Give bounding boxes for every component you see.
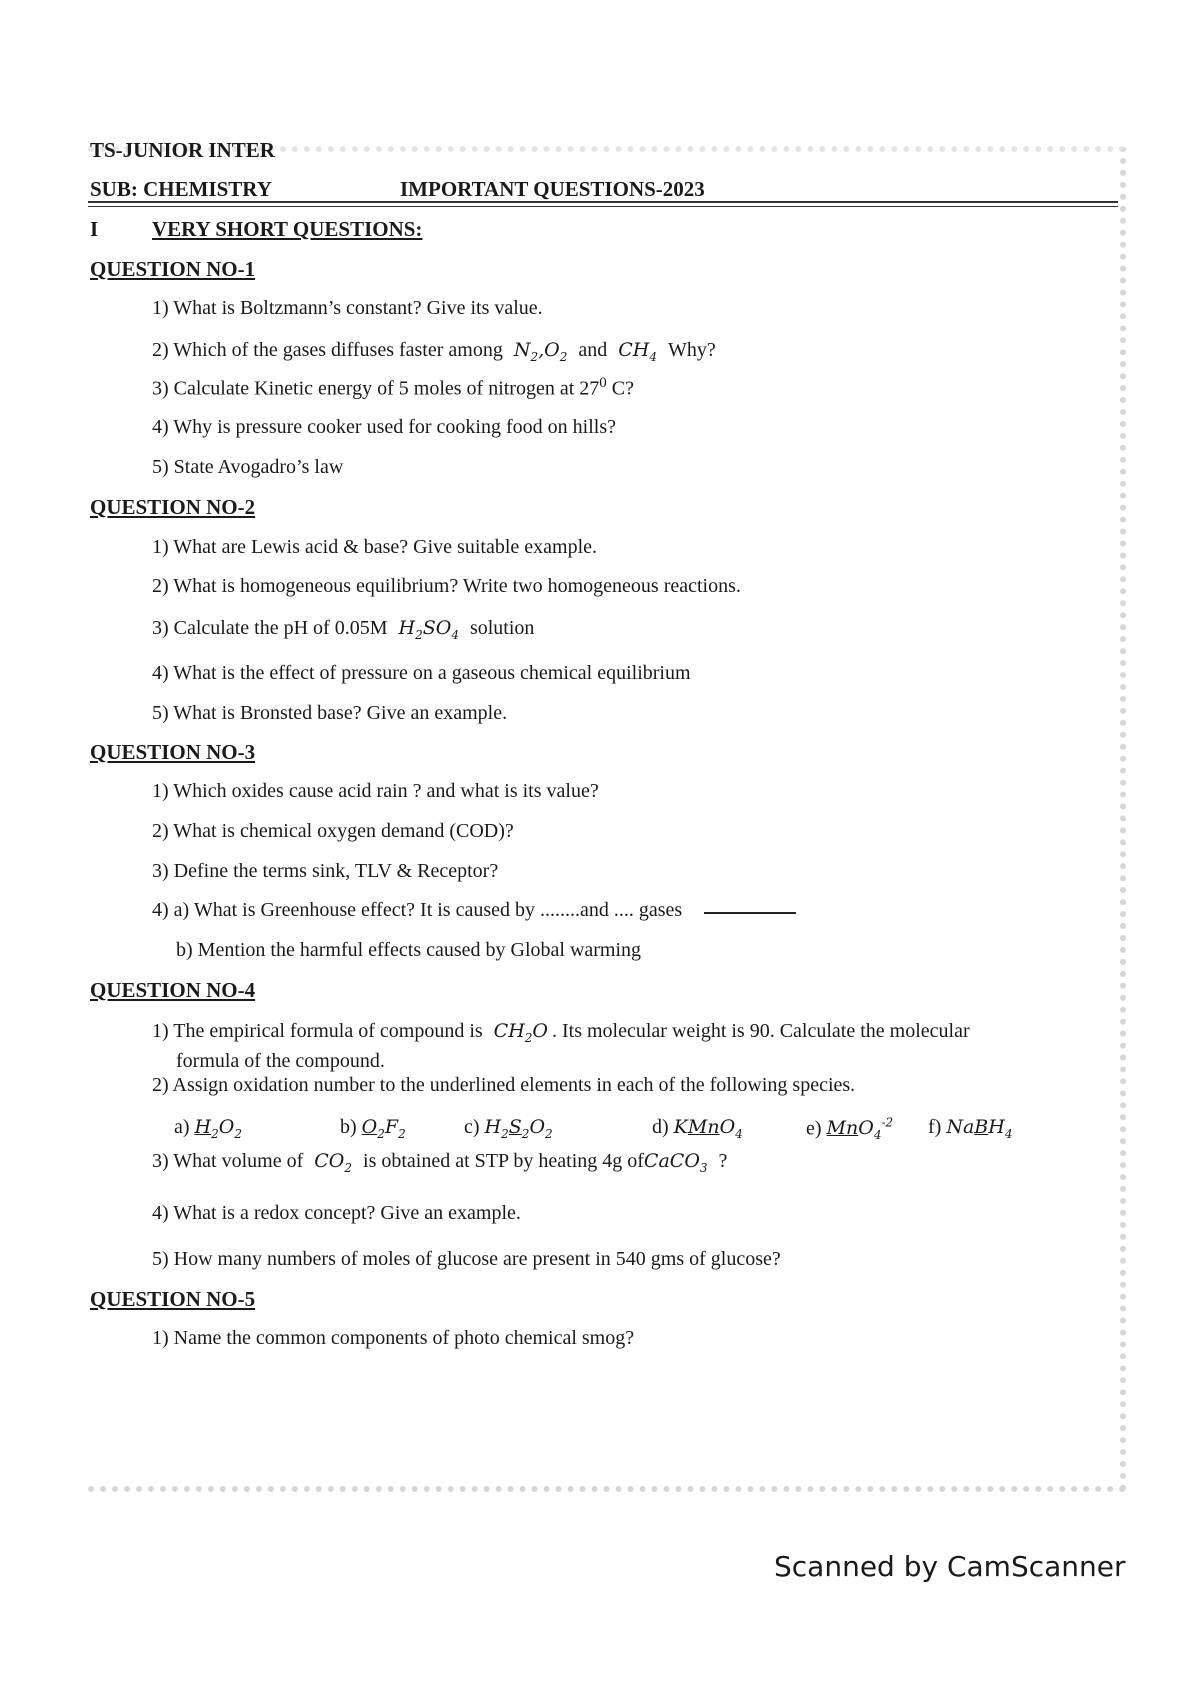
formula: $N_2,O_2$ <box>513 339 568 364</box>
list-item: 4) What is the effect of pressure on a gaseous chemical equilibrium <box>152 662 691 684</box>
list-item: 5) How many numbers of moles of glucose are present in 540 gms of glucose? <box>152 1248 781 1270</box>
section-title: VERY SHORT QUESTIONS: <box>152 217 423 241</box>
list-item: 1) The empirical formula of compound is $CH_2O$ . Its molecular weight is 90. Calculate the molecular <box>152 1020 970 1045</box>
document-title: IMPORTANT QUESTIONS-2023 <box>400 177 705 201</box>
list-item-continuation: formula of the compound. <box>176 1050 385 1072</box>
option-d: d) KMnO$_4$ <box>652 1116 743 1141</box>
question-heading: QUESTION NO-3 <box>90 740 256 764</box>
formula: $CO_2$ <box>314 1150 353 1175</box>
question-heading: QUESTION NO-4 <box>90 978 256 1002</box>
section-numeral: I <box>90 217 99 241</box>
formula: $CH_2O$ <box>493 1020 548 1045</box>
list-item: 1) Which oxides cause acid rain ? and what is its value? <box>152 780 599 802</box>
list-item: 4) Why is pressure cooker used for cooking food on hills? <box>152 416 616 438</box>
question-heading: QUESTION NO-2 <box>90 495 256 519</box>
list-item: 1) What are Lewis acid & base? Give suitable example. <box>152 536 598 558</box>
list-item: 3) Calculate the pH of 0.05M $H_2SO_4$ solution <box>152 617 535 642</box>
list-item: 5) State Avogadro’s law <box>152 456 344 478</box>
list-item: 1) Name the common components of photo chemical smog? <box>152 1327 635 1349</box>
board-title: TS-JUNIOR INTER <box>90 138 275 162</box>
option-a: a) $H_2O_2$ <box>174 1116 242 1141</box>
list-item: 3) What volume of $CO_2$ is obtained at STP by heating 4g ofCaCO$_3$ ? <box>152 1150 728 1175</box>
list-item: 3) Calculate Kinetic energy of 5 moles of nitrogen at $27^0$ C? <box>152 375 634 400</box>
list-item: 2) Which of the gases diffuses faster among $N_2,O_2$ and $CH_4$ Why? <box>152 339 716 364</box>
list-item: 4) What is a redox concept? Give an example. <box>152 1202 521 1224</box>
formula: $H_2SO_4$ <box>398 617 459 642</box>
list-item: b) Mention the harmful effects caused by Global warming <box>176 939 642 961</box>
option-f: f) NaBH$_4$ <box>928 1116 1013 1141</box>
option-e: e) MnO$_4^{-2}$ <box>806 1116 894 1143</box>
question-heading: QUESTION NO-1 <box>90 257 256 281</box>
option-b: b) $O_2F_2$ <box>340 1116 406 1141</box>
question-heading: QUESTION NO-5 <box>90 1287 256 1311</box>
list-item: 5) What is Bronsted base? Give an example. <box>152 702 508 724</box>
list-item: 3) Define the terms sink, TLV & Receptor? <box>152 860 499 882</box>
subject-label: SUB: CHEMISTRY <box>90 177 272 201</box>
list-item: 2) What is chemical oxygen demand (COD)? <box>152 820 514 842</box>
formula: $CH_4$ <box>618 339 658 364</box>
formula: CaCO$_3$ <box>643 1150 708 1175</box>
list-item: 1) What is Boltzmann’s constant? Give its value. <box>152 297 543 319</box>
list-item: 2) Assign oxidation number to the underlined elements in each of the following species. <box>152 1074 856 1096</box>
option-c: c) $H_2S_2O_2$ <box>464 1116 553 1141</box>
header-rule-thin <box>88 206 1118 207</box>
list-item: 2) What is homogeneous equilibrium? Write two homogeneous reactions. <box>152 575 741 597</box>
list-item: 4) a) What is Greenhouse effect? It is caused by ........and .... gases <box>152 899 796 922</box>
answer-blank <box>704 912 796 914</box>
header-rule <box>88 201 1118 203</box>
scanner-watermark: Scanned by CamScanner <box>774 1550 1126 1583</box>
